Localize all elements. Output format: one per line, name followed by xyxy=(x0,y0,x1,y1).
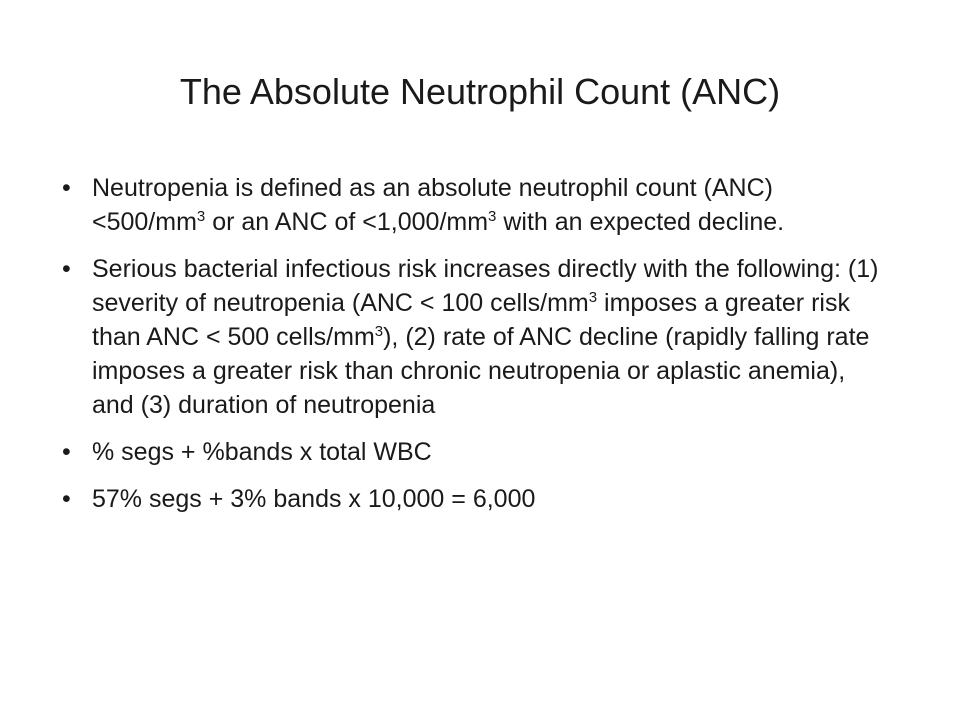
superscript: 3 xyxy=(374,323,384,340)
bullet-marker-icon: • xyxy=(62,438,71,466)
bullet-item-example xyxy=(62,482,892,516)
slide-title: The Absolute Neutrophil Count (ANC) xyxy=(179,71,781,112)
bullet-marker-icon: • xyxy=(62,255,71,283)
bullet-marker-icon: • xyxy=(62,485,71,513)
bullet-marker-icon: • xyxy=(62,174,71,202)
bullet-item-definition xyxy=(62,171,892,239)
bullet-text-segment: Neutropenia is defined as an absolute neutrophil count (ANC) <500/mm xyxy=(92,174,773,236)
bullet-text-segment: imposes a greater risk than ANC < 500 cells/mm xyxy=(92,289,850,351)
bullet-list xyxy=(62,171,892,529)
bullet-text-segment: Serious bacterial infectious risk increases directly with the following: (1) severity of neutropenia (ANC < 100 cells/mm xyxy=(92,255,879,317)
bullet-text-segment: with an expected decline. xyxy=(496,208,785,236)
superscript: 3 xyxy=(588,289,598,306)
bullet-text xyxy=(92,174,784,236)
bullet-item-risk xyxy=(62,252,892,422)
bullet-text-segment: ), (2) rate of ANC decline (rapidly falling rate imposes a greater risk than chronic neutropenia or aplastic anemia), and (3) duration of neutropenia xyxy=(92,323,870,419)
bullet-item-formula xyxy=(62,435,892,469)
bullet-text xyxy=(92,255,878,419)
bullet-text: % segs + %bands x total WBC xyxy=(92,438,432,466)
bullet-text-segment: or an ANC of <1,000/mm xyxy=(205,208,489,236)
bullet-text: 57% segs + 3% bands x 10,000 = 6,000 xyxy=(92,485,536,513)
superscript: 3 xyxy=(196,208,206,225)
superscript: 3 xyxy=(488,208,497,225)
